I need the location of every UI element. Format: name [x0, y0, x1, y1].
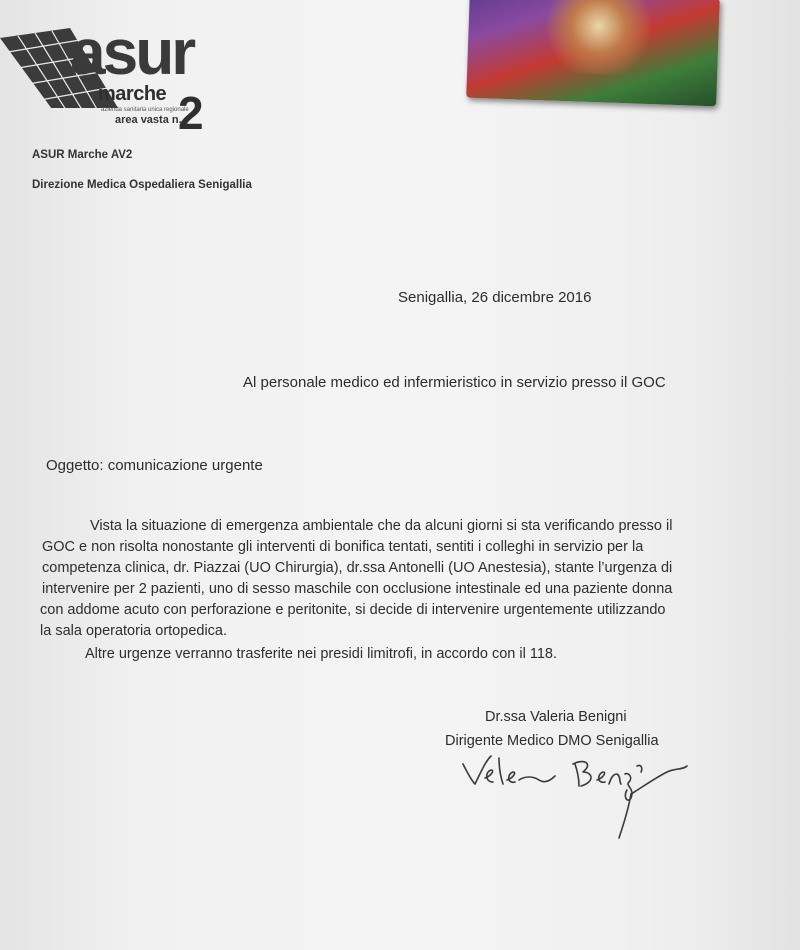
body-line: competenza clinica, dr. Piazzai (UO Chirurgia), dr.ssa Antonelli (UO Anestesia), stante l’urgenza di: [42, 560, 673, 576]
signatory-name: Dr.ssa Valeria Benigni: [485, 709, 627, 725]
letter-subject: Oggetto: comunicazione urgente: [46, 457, 263, 474]
logo-brand: asur: [70, 16, 194, 88]
handwritten-signature: [455, 750, 695, 845]
body-line: la sala operatoria ortopedica.: [40, 623, 228, 639]
header-org: ASUR Marche AV2: [32, 149, 133, 161]
header-department: Direzione Medica Ospedaliera Senigallia: [32, 179, 252, 191]
body-line: con addome acuto con perforazione e peritonite, si decide di intervenire urgentemente utilizzando: [40, 602, 666, 618]
asur-logo: [0, 16, 215, 139]
body-line: Vista la situazione di emergenza ambientale che da alcuni giorni si sta verificando presso il: [90, 518, 673, 534]
letter-recipient: Al personale medico ed infermieristico in servizio presso il GOC: [243, 374, 666, 391]
letter-date: Senigallia, 26 dicembre 2016: [398, 289, 592, 306]
body-line: Altre urgenze verranno trasferite nei presidi limitrofi, in accordo con il 118.: [85, 646, 558, 662]
christmas-photo: [466, 0, 720, 106]
body-line: intervenire per 2 pazienti, uno di sesso maschile con occlusione intestinale ed una paziente donna: [42, 581, 673, 597]
logo-area: area vasta n.: [115, 114, 182, 126]
body-line: GOC e non risolta nonostante gli interventi di bonifica tentati, sentiti i colleghi in servizio per la: [42, 539, 644, 555]
logo-tagline: azienda sanitaria unica regionale: [101, 107, 189, 113]
logo-region: marche: [98, 83, 167, 105]
signatory-role: Dirigente Medico DMO Senigallia: [445, 733, 659, 749]
logo-area-number: 2: [178, 87, 204, 139]
